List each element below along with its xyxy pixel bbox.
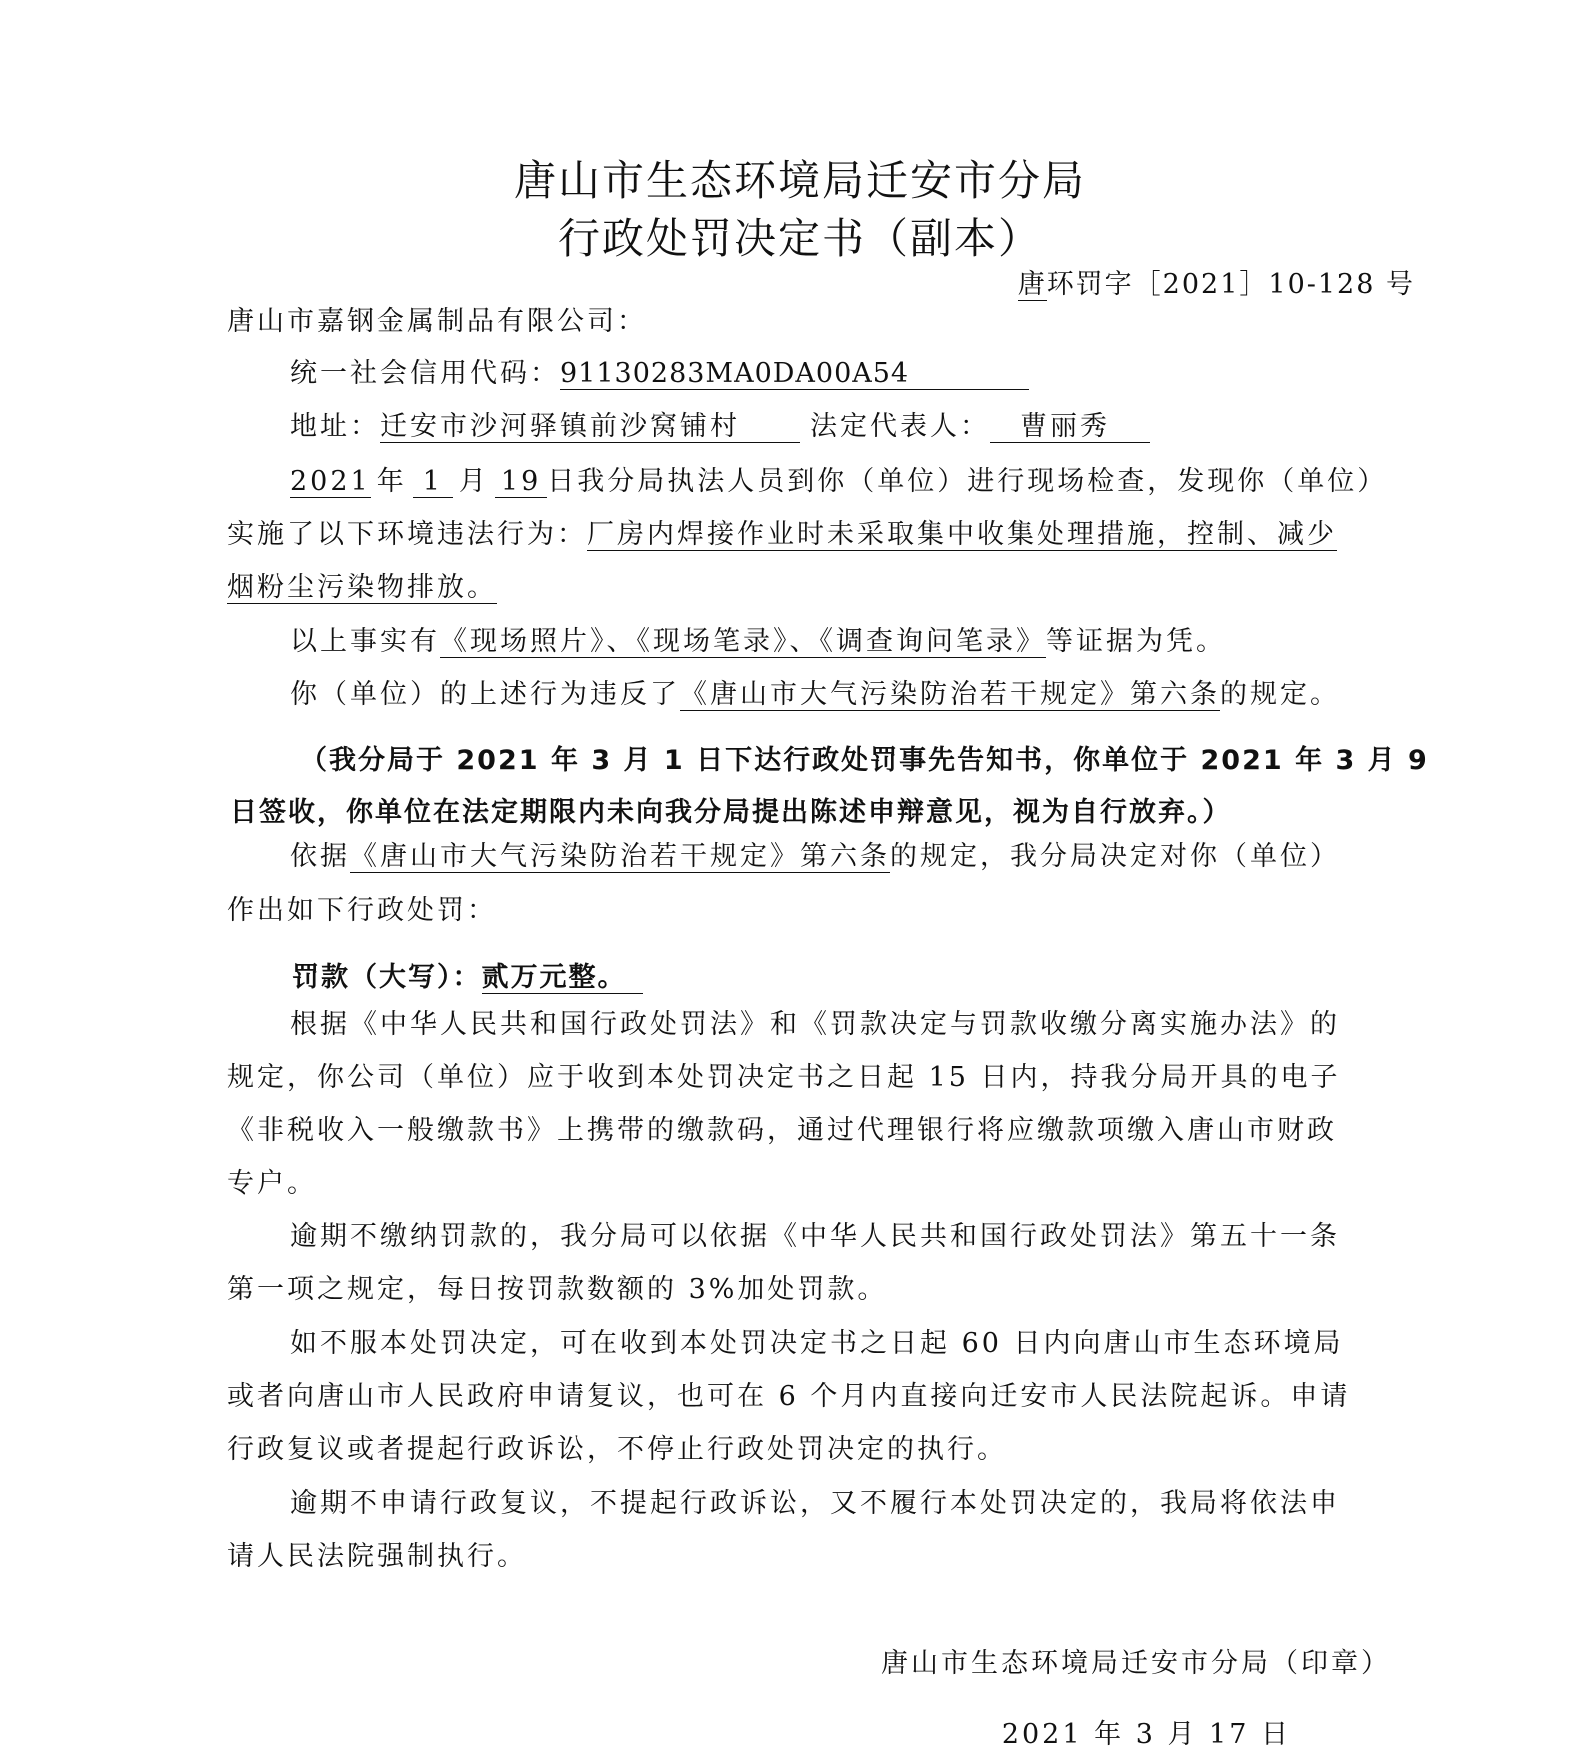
penalty-label: 罚款（大写）：	[292, 962, 482, 993]
evidence-prefix: 以上事实有	[290, 626, 440, 657]
appeal-line2: 或者向唐山市人民政府申请复议，也可在 6 个月内直接向迁安市人民法院起诉。申请	[227, 1381, 1351, 1412]
facts-line3	[227, 571, 497, 605]
payment-line2: 规定，你公司（单位）应于收到本处罚决定书之日起 15 日内，持我分局开具的电子	[227, 1062, 1341, 1093]
violated-suffix: 的规定。	[1220, 679, 1340, 710]
enforce-line2: 请人民法院强制执行。	[227, 1541, 527, 1572]
address-value: 迁安市沙河驿镇前沙窝铺村	[380, 412, 800, 443]
appeal-line1: 如不服本处罚决定，可在收到本处罚决定书之日起 60 日内向唐山市生态环境局	[290, 1328, 1344, 1359]
enforce-line1: 逾期不申请行政复议，不提起行政诉讼，又不履行本处罚决定的，我局将依法申	[290, 1488, 1340, 1519]
basis-line1	[290, 840, 1340, 874]
inspection-year: 2021	[290, 466, 371, 497]
recipient-name: 唐山市嘉钢金属制品有限公司：	[227, 306, 647, 337]
document-number-rest: 环罚字［2021］10-128 号	[1046, 269, 1415, 300]
evidence-line	[290, 625, 1226, 659]
document-title-line2: 行政处罚决定书（副本）	[557, 214, 1042, 263]
facts-line1	[290, 465, 1387, 499]
late-line1: 逾期不缴纳罚款的，我分局可以依据《中华人民共和国行政处罚法》第五十一条	[290, 1221, 1340, 1252]
legal-rep-label: 法定代表人：	[810, 411, 990, 442]
payment-line4: 专户。	[227, 1168, 317, 1199]
document-number	[1018, 262, 1415, 301]
address-label: 地址：	[290, 411, 380, 442]
document-number-prefix: 唐	[1017, 269, 1047, 300]
basis-line2: 作出如下行政处罚：	[227, 895, 497, 926]
evidence-suffix: 等证据为凭。	[1046, 626, 1226, 657]
inspection-month: 1	[413, 467, 453, 498]
violated-regulation: 《唐山市大气污染防治若干规定》第六条	[680, 679, 1220, 710]
issuing-authority: 唐山市生态环境局迁安市分局（印章）	[881, 1648, 1391, 1679]
violation-text-part1: 厂房内焊接作业时未采取集中收集处理措施，控制、减少	[587, 519, 1337, 550]
notice-line2: 日签收，你单位在法定期限内未向我分局提出陈述申辩意见，视为自行放弃。）	[230, 797, 1232, 828]
basis-prefix: 依据	[290, 841, 350, 872]
document-title-line1: 唐山市生态环境局迁安市分局	[513, 156, 1086, 205]
violated-prefix: 你（单位）的上述行为违反了	[290, 679, 680, 710]
month-char: 月	[458, 466, 489, 497]
credit-code-label: 统一社会信用代码：	[290, 358, 560, 389]
issue-date: 2021 年 3 月 17 日	[1001, 1719, 1291, 1750]
legal-rep-name: 曹丽秀	[990, 412, 1150, 443]
payment-line3: 《非税收入一般缴款书》上携带的缴款码，通过代理银行将应缴款项缴入唐山市财政	[227, 1115, 1337, 1146]
payment-line1: 根据《中华人民共和国行政处罚法》和《罚款决定与罚款收缴分离实施办法》的	[290, 1009, 1340, 1040]
notice-line1: （我分局于 2021 年 3 月 1 日下达行政处罚事先告知书，你单位于 2021 年 3 月 9	[300, 745, 1429, 776]
violation-prefix: 实施了以下环境违法行为：	[227, 519, 587, 550]
appeal-line3: 行政复议或者提起行政诉讼，不停止行政处罚决定的执行。	[227, 1434, 1007, 1465]
violation-text-part2: 烟粉尘污染物排放。	[227, 572, 497, 603]
basis-suffix: 的规定，我分局决定对你（单位）	[890, 841, 1340, 872]
address-row	[290, 410, 1150, 444]
credit-code-row	[290, 357, 1029, 391]
inspection-day: 19	[495, 467, 547, 498]
credit-code-value: 91130283MA0DA00A54	[560, 359, 1029, 390]
penalty-row	[292, 955, 643, 994]
basis-regulation: 《唐山市大气污染防治若干规定》第六条	[350, 841, 890, 872]
facts-line1-rest: 日我分局执法人员到你（单位）进行现场检查，发现你（单位）	[547, 466, 1388, 497]
late-line2: 第一项之规定，每日按罚款数额的 3%加处罚款。	[227, 1274, 888, 1305]
facts-line2	[227, 518, 1337, 552]
year-char: 年	[376, 466, 407, 497]
violation-rule-line	[290, 678, 1340, 712]
penalty-amount: 贰万元整。	[482, 963, 643, 994]
evidence-list: 《现场照片》、《现场笔录》、《调查询问笔录》	[440, 626, 1046, 657]
